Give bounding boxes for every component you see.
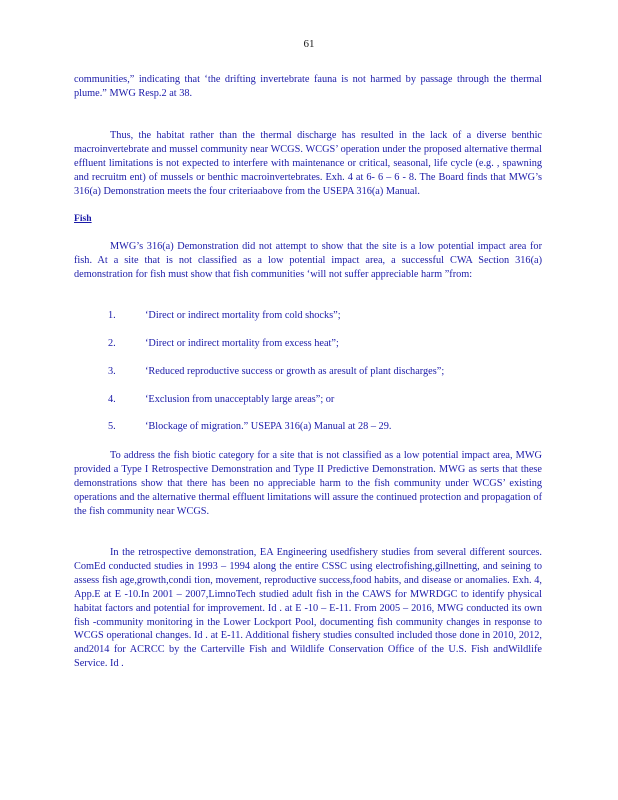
list-text: ‘Direct or indirect mortality from excess heat”; <box>145 338 339 349</box>
list-text: ‘Blockage of migration.” USEPA 316(a) Manual at 28 – 29. <box>145 421 392 432</box>
paragraph-text: MWG’s 316(a) Demonstration did not attempt to show that the site is a low potential impact area for fish. At a site that is not classified as a low potential impact area, a successful CWA Section 316(a) demonstration for fish must show that fish communities ‘will not suffer appreciable harm ”from: <box>74 241 542 280</box>
list-item <box>108 338 339 349</box>
paragraph-text: In the retrospective demonstration, EA Engineering usedfishery studies from several different sources. ComEd conducted studies in 1993 – 1994 along the entire CSSC using electrofishing,gillnetting, and seining to assess fish age,growth,condi tion, movement, reproductive success,food habits, and disease or anomalies. Exh. 4, App.E at E -10.In 2001 – 2007,LimnoTech studied adult fish in the CAWS for MWRDGC to identify physical habitat factors and potential for improvement. Id . at E -10 – E-11. From 2005 – 2016, MWG conducted its own fish -community monitoring in the Lower Lockport Pool, documenting fish community changes in response to WCGS operational changes. Id . at E-11. Additional fishery studies consulted included those done in 2010, 2012, and2014 for ACRCC by the Carterville Fish and Wildlife Conservation Office of the U.S. Fish andWildlife Service. Id . <box>74 547 542 670</box>
list-number: 2. <box>108 338 116 349</box>
paragraph-habitat <box>74 129 542 199</box>
paragraph-text: Thus, the habitat rather than the thermal discharge has resulted in the lack of a diverse benthic macroinvertebrate and mussel community near WCGS. WCGS’ operation under the proposed alternative thermal effluent limitations is not expected to interfere with maintenance or critical, seasonal, life cycle (e.g. , spawning and recruitm ent) of mussels or benthic macroinvertebrates. Exh. 4 at 6- 6 – 6 - 8. The Board finds that MWG’s 316(a) Demonstration meets the four criteriaabove from the USEPA 316(a) Manual. <box>74 130 542 197</box>
paragraph-text: communities,” indicating that ‘the drifting invertebrate fauna is not harmed by passage through the thermal plume.” MWG Resp.2 at 38. <box>74 74 542 99</box>
list-item <box>108 310 341 321</box>
page-number: 61 <box>303 38 315 50</box>
paragraph-continuation <box>74 73 542 101</box>
paragraph-text: To address the fish biotic category for a site that is not classified as a low potential impact area, MWG provided a Type I Retrospective Demonstration and Type II Predictive Demonstration. MWG as serts that these demonstrations show that there has been no appreciable harm to the fish community under WCGS’ existing operations and the alternative thermal effluent limitations will assure the continued protection and propagation of the fish community near WCGS. <box>74 450 542 517</box>
list-number: 5. <box>108 421 116 432</box>
paragraph-fish-demonstrations <box>74 449 542 519</box>
paragraph-fish-intro <box>74 240 542 282</box>
section-heading-fish: Fish <box>74 213 92 224</box>
list-number: 4. <box>108 394 116 405</box>
list-text: ‘Direct or indirect mortality from cold shocks”; <box>145 310 341 321</box>
list-item <box>108 366 444 377</box>
list-item <box>108 421 391 432</box>
list-item <box>108 394 334 405</box>
list-number: 1. <box>108 310 116 321</box>
list-text: ‘Exclusion from unacceptably large areas”; or <box>145 394 335 405</box>
list-text: ‘Reduced reproductive success or growth as aresult of plant discharges”; <box>145 366 445 377</box>
list-number: 3. <box>108 366 116 377</box>
paragraph-retrospective <box>74 546 542 671</box>
